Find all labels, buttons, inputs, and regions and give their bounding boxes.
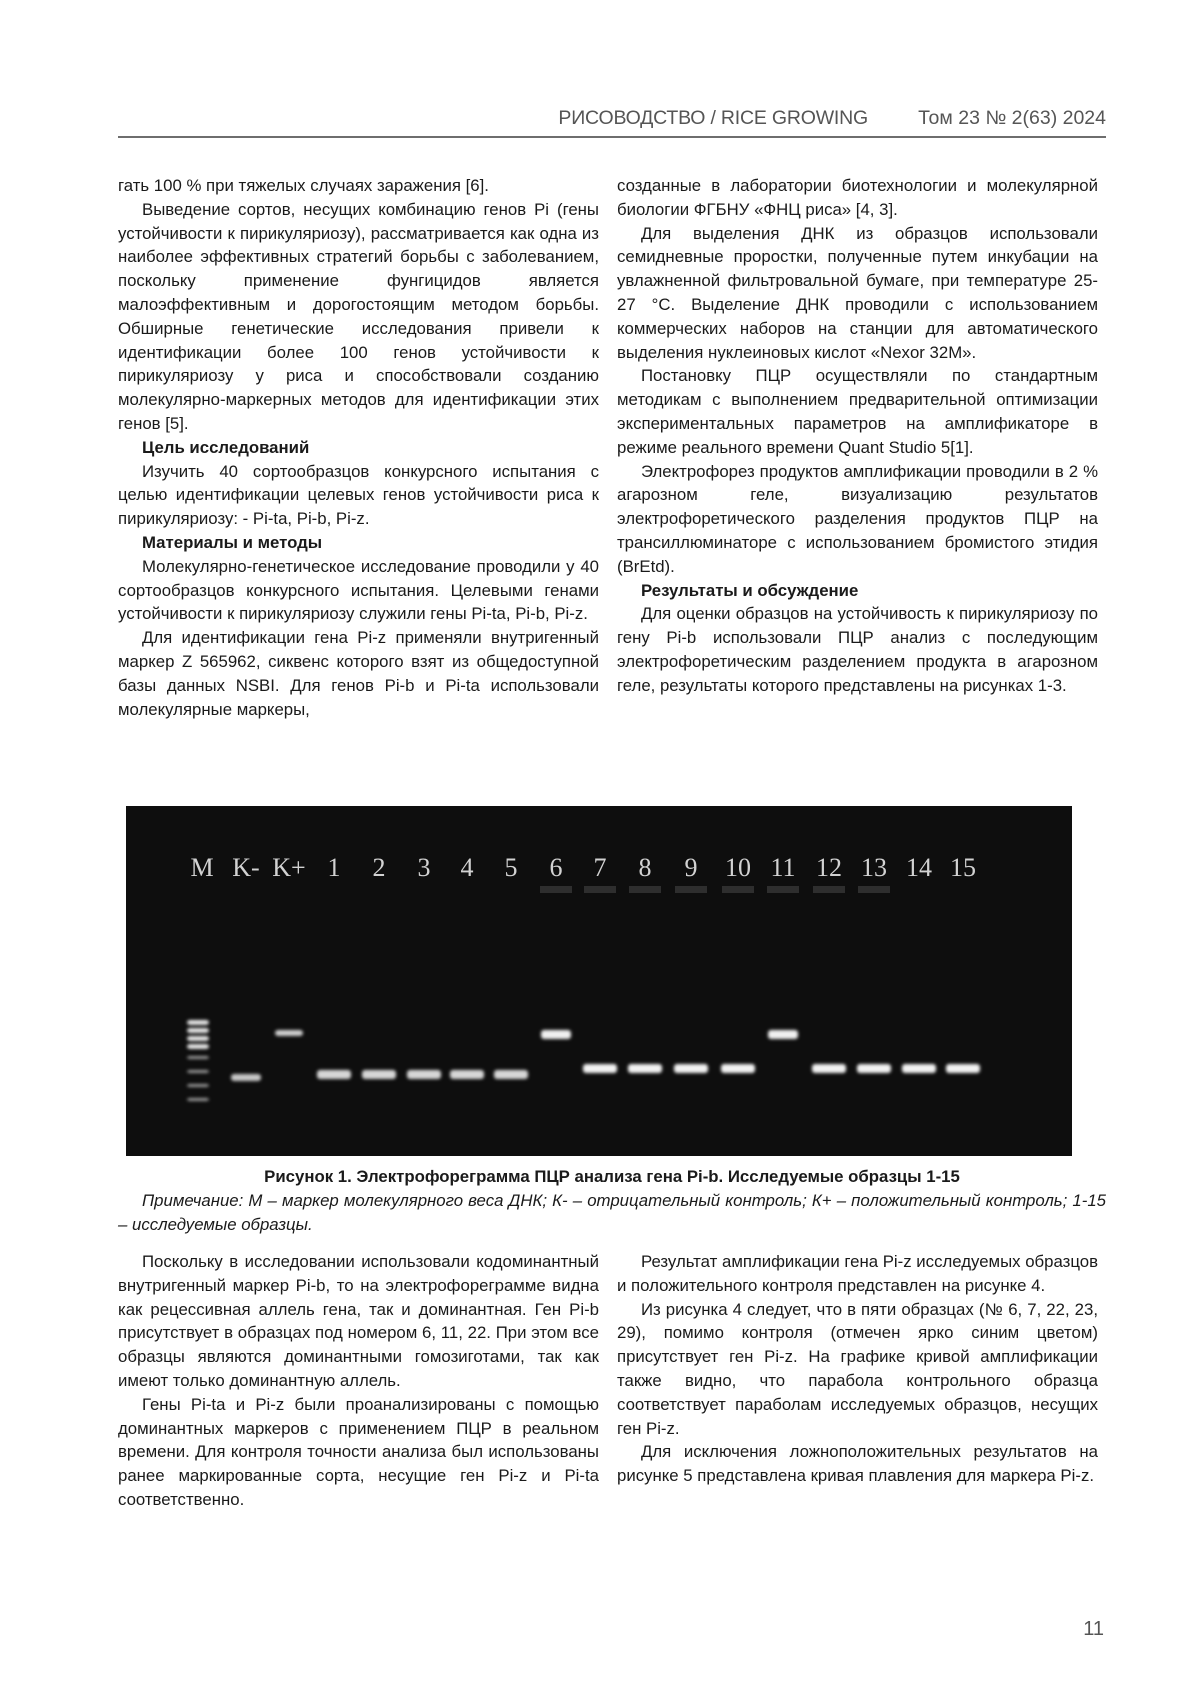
- gel-band: [628, 1064, 662, 1073]
- running-header: [118, 100, 1106, 138]
- gel-band: [362, 1070, 396, 1079]
- gel-band: [275, 1030, 303, 1036]
- paragraph: Поскольку в исследовании использовали кодоминантный внутригенный маркер Pi-b, то на электрофореграмме видна как рецессивная аллель гена, так и доминантная. Ген Pi-b присутствует в образцах под номером 6, 11, 22. При этом все образцы являются доминантными гомозиготами, так как имеют только доминантную аллель.: [118, 1252, 599, 1390]
- lane-label: 14: [906, 853, 932, 882]
- gel-band: [674, 1064, 708, 1073]
- lane-label: 4: [460, 853, 474, 882]
- journal-title: РИСОВОДСТВО / RICE GROWING: [558, 107, 868, 129]
- gel-well: [722, 886, 754, 893]
- ladder-band: [187, 1036, 209, 1041]
- gel-band: [450, 1070, 484, 1079]
- section-heading-methods: Материалы и методы: [142, 532, 323, 552]
- gel-band: [857, 1064, 891, 1073]
- paragraph: гать 100 % при тяжелых случаях заражения [6].: [118, 176, 489, 195]
- section-heading-results: Результаты и обсуждение: [641, 580, 859, 600]
- lane-label: 3: [417, 853, 431, 882]
- paragraph: Выведение сортов, несущих комбинацию генов Pi (гены устойчивости к пирикуляриозу), рассматривается как одна из наиболее эффективных стратегий борьбы с заболеванием, поскольку применение фунгицидов является малоэффективным и дорогостоящим методом борьбы. Обширные генетические исследования привели к идентификации более 100 генов устойчивости к пирикуляриозу у риса и способствовали созданию молекулярно-маркерных методов для идентификации этих генов [5].: [118, 199, 599, 433]
- lane-label: K-: [232, 853, 260, 882]
- lane-label: 6: [549, 853, 563, 882]
- paragraph: Молекулярно-генетическое исследование проводили у 40 сортообразцов конкурсного испытания. Целевыми генами устойчивости к пирикуляриозу служили гены Pi-ta, Pi-b, Pi-z.: [118, 556, 599, 624]
- lane-label: 12: [816, 853, 842, 882]
- gel-well: [629, 886, 661, 893]
- gel-well: [584, 886, 616, 893]
- gel-band: [902, 1064, 936, 1073]
- paragraph: Результат амплификации гена Pi-z исследуемых образцов и положительного контроля представлен на рисунке 4.: [617, 1252, 1098, 1295]
- lane-label: 5: [504, 853, 518, 882]
- lane-label: M: [190, 853, 214, 882]
- lane-label: 10: [725, 853, 751, 882]
- figure-caption-title: Рисунок 1. Электрофореграмма ПЦР анализа гена Pi-b. Исследуемые образцы 1-15: [264, 1167, 960, 1186]
- paragraph: Постановку ПЦР осуществляли по стандартным методикам с выполнением предварительной оптимизации экспериментальных параметров на амплификаторе в режиме реального времени Quant Studio 5[1].: [617, 366, 1098, 457]
- gel-well: [540, 886, 572, 893]
- gel-well: [767, 886, 799, 893]
- figure-caption-note: Примечание: М – маркер молекулярного веса ДНК; К- – отрицательный контроль; К+ – положительный контроль; 1-15 – исследуемые образцы.: [118, 1190, 1106, 1234]
- paragraph: Изучить 40 сортообразцов конкурсного испытания с целью идентификации целевых генов устойчивости риса к пирикуляриозу: - Pi-ta, Pi-b, Pi-z.: [118, 461, 599, 529]
- ladder-band: [187, 1056, 209, 1059]
- gel-band: [812, 1064, 846, 1073]
- page-number: 11: [1083, 1618, 1104, 1640]
- gel-band: [721, 1064, 755, 1073]
- figure-caption: [118, 1165, 1106, 1236]
- gel-band: [946, 1064, 980, 1073]
- gel-band: [541, 1030, 571, 1039]
- lane-label: 15: [950, 853, 976, 882]
- gel-band: [231, 1074, 261, 1081]
- left-column-top: [118, 174, 599, 721]
- ladder-band: [187, 1084, 209, 1087]
- gel-electrophoresis-image: [126, 806, 1072, 1156]
- lane-label: K+: [272, 853, 306, 882]
- gel-band: [407, 1070, 441, 1079]
- lane-label: 1: [327, 853, 341, 882]
- gel-band: [317, 1070, 351, 1079]
- lane-label: 7: [593, 853, 607, 882]
- paragraph: Гены Pi-ta и Pi-z были проанализированы с помощью доминантных маркеров с применением ПЦР в реальном времени. Для контроля точности анализа был использованы ранее маркированные сорта, несущие ген Pi-z и Pi-ta соответственно.: [118, 1394, 599, 1509]
- paragraph: Из рисунка 4 следует, что в пяти образцах (№ 6, 7, 22, 23, 29), помимо контроля (отмечен ярко синим цветом) присутствует ген Pi-z. На графике кривой амплификации также видно, что парабола контрольного образца соответствует параболам исследуемых образцов, несущих ген Pi-z.: [617, 1299, 1098, 1438]
- gel-well: [675, 886, 707, 893]
- gel-band: [494, 1070, 528, 1079]
- paragraph: Электрофорез продуктов амплификации проводили в 2 % агарозном геле, визуализацию результатов электрофоретического разделения продуктов ПЦР на трансиллюминаторе с использованием бромистого этидия (BrEtd).: [617, 461, 1098, 576]
- paragraph: Для выделения ДНК из образцов использовали семидневные проростки, полученные путем инкубации на увлажненной фильтровальной бумаге, при температуре 25-27 °С. Выделение ДНК проводили с использованием коммерческих наборов на станции для автоматического выделения нуклеиновых кислот «Nexor 32М».: [617, 223, 1098, 362]
- paragraph: Для оценки образцов на устойчивость к пирикуляриозу по гену Pi-b использовали ПЦР анализ с последующим электрофоретическим разделением продукта в агарозном геле, результаты которого представлены на рисунках 1-3.: [617, 604, 1098, 695]
- ladder-band: [187, 1098, 209, 1101]
- gel-band: [583, 1064, 617, 1073]
- ladder-band: [187, 1020, 209, 1025]
- lane-label: 2: [372, 853, 386, 882]
- lane-label: 9: [684, 853, 698, 882]
- left-column-bottom: [118, 1250, 599, 1512]
- issue-info: Том 23 № 2(63) 2024: [918, 107, 1106, 129]
- lane-label: 8: [638, 853, 652, 882]
- ladder-band: [187, 1044, 209, 1049]
- paragraph: Для исключения ложноположительных результатов на рисунке 5 представлена кривая плавления для маркера Pi-z.: [617, 1442, 1098, 1486]
- right-column-bottom: [617, 1250, 1098, 1488]
- gel-band: [768, 1030, 798, 1039]
- ladder-band: [187, 1070, 209, 1073]
- gel-well: [813, 886, 845, 893]
- paragraph: созданные в лаборатории биотехнологии и молекулярной биологии ФГБНУ «ФНЦ риса» [4, 3].: [617, 176, 1098, 219]
- lane-label: 11: [770, 853, 796, 882]
- paragraph: Для идентификации гена Pi-z применяли внутригенный маркер Z 565962, сиквенс которого взят из общедоступной базы данных NSBI. Для генов Pi-b и Pi-ta использовали молекулярные маркеры,: [118, 628, 599, 719]
- right-column-top: [617, 174, 1098, 698]
- section-heading-goal: Цель исследований: [142, 437, 310, 457]
- lane-label: 13: [861, 853, 887, 882]
- gel-well: [858, 886, 890, 893]
- ladder-band: [187, 1028, 209, 1033]
